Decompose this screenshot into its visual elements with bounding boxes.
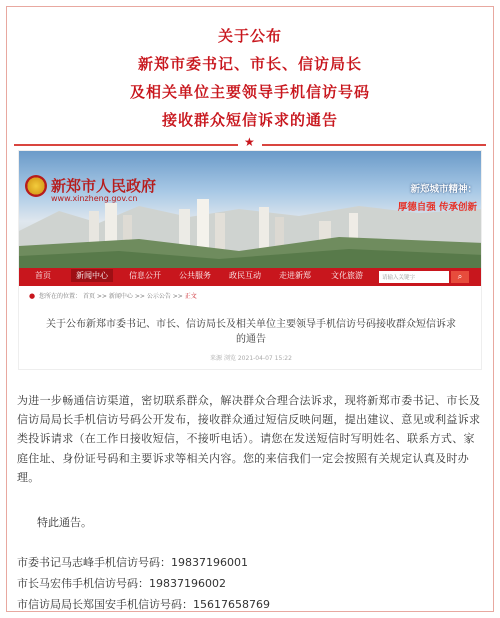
nav-item-home[interactable]: 首页 [35, 271, 51, 280]
notice-title-line-2: 新郑市委书记、市长、信访局长 [137, 55, 362, 73]
breadcrumb-separator: >> [96, 293, 107, 300]
search-input[interactable]: 请输入关键字 [379, 271, 449, 283]
breadcrumb-item-current: 正文 [184, 293, 197, 300]
contact-mayor: 市长马宏伟手机信访号码：19837196002 [17, 577, 226, 590]
breadcrumb-prefix: 您所在的位置： [39, 293, 82, 300]
title-divider [14, 135, 486, 150]
notice-closing: 特此通告。 [37, 516, 92, 529]
nav-item-service[interactable]: 公共服务 [179, 271, 211, 280]
nav-item-interaction[interactable]: 政民互动 [229, 271, 261, 280]
city-spirit-text: 厚德自强 传承创新 [397, 202, 477, 213]
contact-petition-director: 市信访局局长郑国安手机信访号码：15617658769 [17, 598, 270, 611]
breadcrumb-separator: >> [134, 293, 145, 300]
gov-site-name: 新郑市人民政府 [51, 177, 157, 195]
website-banner [19, 151, 482, 268]
article-meta: 来源 浏览 2021-04-07 15:22 [210, 355, 292, 362]
city-spirit-title: 新郑城市精神： [410, 184, 477, 195]
nav-item-tourism[interactable]: 文化旅游 [331, 271, 363, 280]
contact-secretary: 市委书记马志峰手机信访号码：19837196001 [17, 556, 248, 569]
notice-title [0, 22, 500, 134]
breadcrumb-separator: >> [172, 293, 183, 300]
gov-site-url: www.xinzheng.gov.cn [51, 194, 138, 203]
search-icon[interactable]: ⌕ [451, 271, 469, 283]
breadcrumb-item-home[interactable]: 首页 [82, 293, 95, 300]
emblem-icon [25, 175, 47, 197]
breadcrumb-item-announcements[interactable]: 公示公告 [146, 293, 171, 300]
article-title: 关于公布新郑市委书记、市长、信访局长及相关单位主要领导手机信访号码接收群众短信诉求的通告 [46, 319, 456, 345]
breadcrumb [29, 291, 197, 300]
breadcrumb-item-news[interactable]: 新闻中心 [108, 293, 133, 300]
nav-item-news[interactable]: 新闻中心 [71, 269, 113, 282]
location-icon: ● [29, 292, 36, 300]
nav-item-about[interactable]: 走进新郑 [279, 271, 311, 280]
nav-item-info[interactable]: 信息公开 [129, 271, 161, 280]
website-screenshot [18, 150, 482, 370]
notice-title-line-1: 关于公布 [217, 27, 282, 45]
divider-line-left [14, 144, 238, 146]
notice-title-line-4: 接收群众短信诉求的通告 [161, 111, 338, 129]
site-nav [19, 268, 482, 286]
notice-title-line-3: 及相关单位主要领导手机信访号码 [129, 83, 370, 101]
star-icon: ★ [244, 135, 255, 149]
divider-line-right [262, 144, 486, 146]
body-paragraph: 为进一步畅通信访渠道，密切联系群众，解决群众合理合法诉求，现将新郑市委书记、市长及信访局局长手机信访号码公开发布，接收群众通过短信反映问题，提出建议、意见或利益诉求类投诉请求（在工作日接收短信，不接听电话）。请您在发送短信时写明姓名、联系方式、家庭住址、身份证号码和主要诉求等相关内容。您的来信我们一定会按照有关规定认真及时办理。 [17, 394, 481, 484]
